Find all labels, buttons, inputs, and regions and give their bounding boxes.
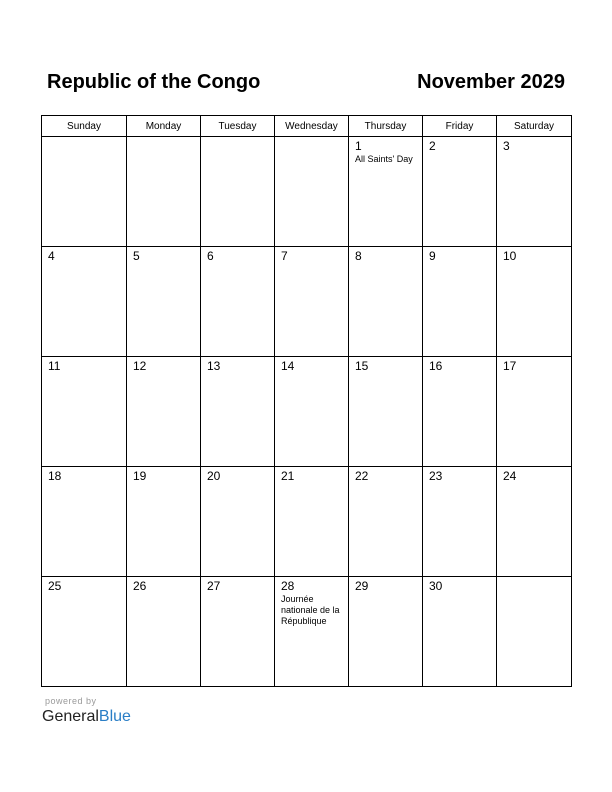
day-cell	[423, 577, 497, 687]
day-cell	[497, 247, 572, 357]
brand-general: General	[42, 708, 99, 725]
footer-logo	[42, 696, 131, 727]
day-cell	[42, 137, 127, 247]
calendar-grid	[41, 115, 572, 687]
weekday-header: Friday	[423, 116, 497, 137]
day-number: 1	[355, 139, 362, 153]
brand-logo	[42, 707, 131, 727]
day-number: 3	[503, 139, 510, 153]
day-number: 6	[207, 249, 214, 263]
day-number: 2	[429, 139, 436, 153]
day-number: 5	[133, 249, 140, 263]
day-cell	[497, 357, 572, 467]
day-cell	[349, 577, 423, 687]
day-cell	[201, 357, 275, 467]
day-cell	[497, 467, 572, 577]
day-number: 4	[48, 249, 55, 263]
week-row	[42, 577, 572, 687]
day-cell	[127, 247, 201, 357]
day-cell	[127, 577, 201, 687]
week-row	[42, 137, 572, 247]
weekday-header: Sunday	[42, 116, 127, 137]
day-number: 7	[281, 249, 288, 263]
day-cell	[201, 247, 275, 357]
day-cell	[201, 467, 275, 577]
week-row	[42, 357, 572, 467]
day-cell	[275, 357, 349, 467]
weekday-header: Tuesday	[201, 116, 275, 137]
day-number: 17	[503, 359, 517, 373]
day-cell	[349, 247, 423, 357]
day-number: 20	[207, 469, 221, 483]
holiday-label: Journée nationale de la République	[281, 594, 340, 626]
day-cell	[275, 467, 349, 577]
day-number	[127, 137, 200, 140]
day-number: 18	[48, 469, 62, 483]
day-cell	[275, 577, 349, 687]
day-cell	[42, 467, 127, 577]
day-number	[275, 137, 348, 140]
day-cell	[42, 577, 127, 687]
day-number: 11	[48, 359, 61, 373]
day-number: 13	[207, 359, 221, 373]
day-number: 26	[133, 579, 147, 593]
day-number: 10	[503, 249, 517, 263]
day-cell	[201, 577, 275, 687]
day-number: 12	[133, 359, 147, 373]
day-number: 9	[429, 249, 436, 263]
day-cell	[42, 247, 127, 357]
day-number: 19	[133, 469, 147, 483]
day-number: 25	[48, 579, 62, 593]
day-number: 14	[281, 359, 295, 373]
day-cell	[423, 357, 497, 467]
day-cell	[349, 137, 423, 247]
week-row	[42, 467, 572, 577]
day-number: 23	[429, 469, 443, 483]
powered-by-text: powered by	[45, 696, 97, 706]
holiday-label: All Saints' Day	[355, 154, 413, 164]
brand-blue: Blue	[98, 708, 131, 725]
day-number	[201, 137, 274, 140]
weekday-header: Wednesday	[275, 116, 349, 137]
day-cell	[497, 137, 572, 247]
weekday-header: Monday	[127, 116, 201, 137]
day-number	[42, 137, 126, 140]
day-number: 8	[355, 249, 362, 263]
day-number: 28	[281, 579, 295, 593]
day-cell	[275, 247, 349, 357]
day-number: 21	[281, 469, 295, 483]
day-number: 22	[355, 469, 369, 483]
day-cell	[349, 467, 423, 577]
day-cell	[201, 137, 275, 247]
day-cell	[497, 577, 572, 687]
weekday-header-row	[42, 116, 572, 137]
day-cell	[423, 137, 497, 247]
day-cell	[127, 467, 201, 577]
day-number: 27	[207, 579, 221, 593]
weekday-header: Thursday	[349, 116, 423, 137]
day-number: 24	[503, 469, 517, 483]
day-cell	[42, 357, 127, 467]
week-row	[42, 247, 572, 357]
day-cell	[127, 357, 201, 467]
day-cell	[423, 467, 497, 577]
day-cell	[423, 247, 497, 357]
weekday-header: Saturday	[497, 116, 572, 137]
day-number: 16	[429, 359, 443, 373]
day-number: 29	[355, 579, 369, 593]
day-number	[497, 577, 571, 580]
day-cell	[349, 357, 423, 467]
country-title: Republic of the Congo	[47, 71, 261, 93]
day-cell	[127, 137, 201, 247]
day-number: 30	[429, 579, 443, 593]
day-cell	[275, 137, 349, 247]
month-year-title: November 2029	[417, 71, 565, 93]
day-number: 15	[355, 359, 369, 373]
